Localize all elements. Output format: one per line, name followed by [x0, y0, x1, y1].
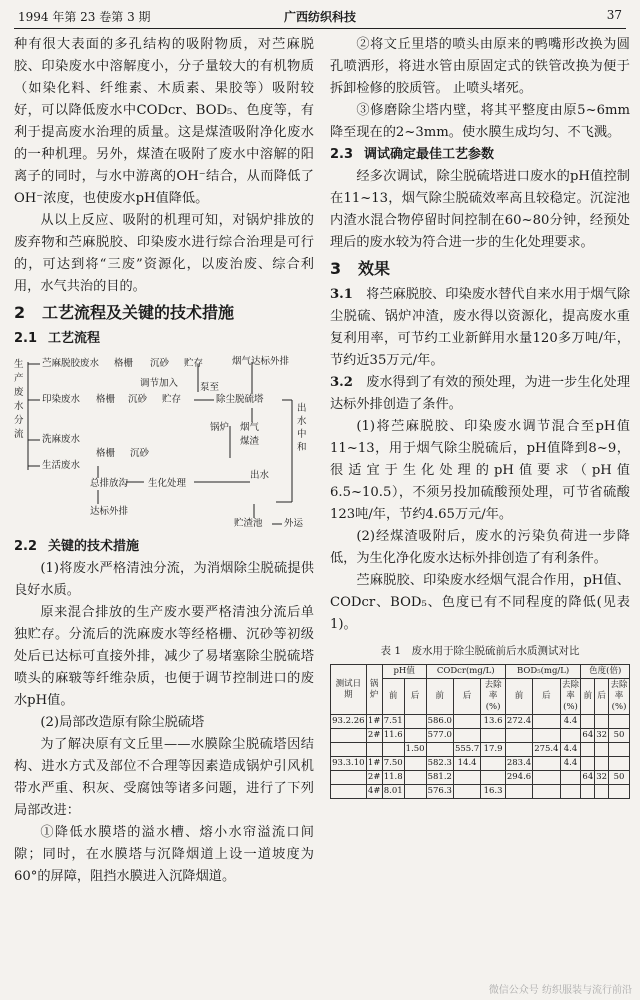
table-cell — [595, 785, 609, 799]
flow-node: 调节加入 — [140, 378, 179, 389]
flow-node-source: 生产废水分流 — [14, 359, 24, 440]
flow-node: 印染废水 — [42, 394, 81, 405]
subsection-heading: 2.3 调试确定最佳工艺参数 — [330, 147, 495, 162]
paragraph: ①降低水膜塔的溢水槽、熔小水帘溢流口间隙；同时，在水膜塔与沉降烟道上设一道坡度为60°的屏障，阻挡水膜进入沉降烟道。 — [14, 825, 314, 884]
table-cell — [581, 715, 595, 729]
table-cell — [453, 785, 480, 799]
paragraph: (2)经煤渣吸附后，废水的污染负荷进一步降低，为生化净化废水达标外排创造了有利条件。 — [330, 529, 630, 566]
table-cell — [581, 757, 595, 771]
table-cell — [609, 757, 630, 771]
table-cell: 4.4 — [560, 757, 581, 771]
table-cell — [331, 785, 367, 799]
paragraph: 3.1 将苎麻脱胶、印染废水替代自来水用于烟气除尘脱硫、锅炉冲渣，废水得以资源化，提高废水重复利用率，可节约工业新鲜用水量120多万吨/年，节约近35万元/年。 — [330, 287, 631, 368]
table-cell: 4# — [366, 785, 382, 799]
table-cell: 32 — [595, 771, 609, 785]
table-cell: 283.4 — [505, 757, 532, 771]
flow-node: 生活废水 — [42, 460, 81, 471]
table-cell — [404, 729, 426, 743]
table-cell — [366, 743, 382, 757]
table-cell: 64 — [581, 771, 595, 785]
table-cell — [481, 771, 506, 785]
sub-header: 后 — [533, 679, 560, 715]
table-row — [331, 757, 630, 771]
table-cell: 582.3 — [426, 757, 453, 771]
paragraph: 种有很大表面的多孔结构的吸附物质，对苎麻脱胶、印染废水中溶解度小，分子量较大的有机物质（如染化料、纤维素、木质素、果胶等）吸附较好，可以降低废水中CODcr、BOD₅、色度等，有利于提高废水治理的质量。这是煤渣吸附净化废水的一种机理。另外，煤渣在吸附了废水中溶解的阳离子的同时，与水中游离的OH⁻结合，从而降低了OH⁻浓度，也使废水pH值降低。 — [14, 37, 314, 206]
water-quality-table — [330, 664, 630, 799]
table-cell — [404, 785, 426, 799]
flow-node: 贮存 — [162, 394, 182, 405]
table-cell — [481, 729, 506, 743]
sub-header: 前 — [382, 679, 404, 715]
column-header: 测试日期 — [331, 665, 367, 715]
table-cell: 1.50 — [404, 743, 426, 757]
table-cell: 93.2.26 — [331, 715, 367, 729]
table-cell: 2# — [366, 729, 382, 743]
table-cell — [609, 715, 630, 729]
sub-header: 后 — [404, 679, 426, 715]
flow-node: 生化处理 — [148, 478, 187, 489]
sub-header: 前 — [505, 679, 532, 715]
flow-node: 外运 — [284, 518, 304, 529]
right-column — [330, 34, 630, 799]
flow-node: 沉砂 — [128, 394, 148, 405]
table-row — [331, 785, 630, 799]
left-column — [14, 34, 314, 888]
table-cell — [595, 743, 609, 757]
sub-header: 后 — [453, 679, 480, 715]
table-cell: 4.4 — [560, 743, 581, 757]
flow-node: 沉砂 — [130, 448, 150, 459]
flow-node: 贮存 — [184, 358, 204, 369]
table-cell — [453, 715, 480, 729]
table-cell — [581, 785, 595, 799]
table-cell — [560, 785, 581, 799]
table-cell — [533, 771, 560, 785]
table-cell: 576.3 — [426, 785, 453, 799]
flow-node: 格栅 — [114, 358, 134, 369]
paragraph: 经多次调试，除尘脱硫塔进口废水的pH值控制在11~13，烟气除尘脱硫效率高且较稳定。沉淀池内渣水混合物停留时间控制在60~80分钟，经预处理后的废水较为符合进一步的生化处理要求。 — [330, 169, 630, 250]
table-cell: 1# — [366, 757, 382, 771]
flow-node: 泵至 — [200, 382, 220, 393]
paragraph: 原来混合排放的生产废水要严格清浊分流后单独贮存。分流后的洗麻废水等经格栅、沉砂等初级处后已达标可直接外排，减少了易堵塞除尘脱硫塔喷头的麻皲等纤维杂质，也便于调节控制进口的废水pH值。 — [14, 605, 314, 708]
table-cell — [560, 771, 581, 785]
paragraph: 为了解决原有文丘里——水膜除尘脱硫塔因结构、进水方式及部位不合理等因素造成锅炉引风机带水严重、积灰、受腐蚀等诸多问题，进行了下列局部改进： — [14, 737, 314, 818]
table-row — [331, 715, 630, 729]
section-heading: 3 效果 — [330, 259, 391, 278]
table-cell: 275.4 — [533, 743, 560, 757]
flow-node: 苎麻脱胶废水 — [42, 358, 100, 369]
column-header: 锅炉 — [366, 665, 382, 715]
table-cell: 7.50 — [382, 757, 404, 771]
column-header: 色度(倍) — [581, 665, 630, 679]
table-cell — [331, 743, 367, 757]
table-cell: 4.4 — [560, 715, 581, 729]
table-cell — [404, 757, 426, 771]
table-cell: 50 — [609, 771, 630, 785]
table-cell — [533, 785, 560, 799]
table-cell — [382, 743, 404, 757]
table-cell — [505, 729, 532, 743]
paragraph: 3.2 废水得到了有效的预处理，为进一步生化处理达标外排创造了条件。 — [330, 375, 631, 412]
paragraph: (2)局部改造原有除尘脱硫塔 — [40, 715, 205, 730]
table-cell — [595, 715, 609, 729]
column-header: CODcr(mg/L) — [426, 665, 505, 679]
flow-node: 格栅 — [96, 448, 116, 459]
flow-node: 格栅 — [96, 394, 116, 405]
table-cell — [453, 771, 480, 785]
paragraph: 从以上反应、吸附的机理可知，对锅炉排放的废弃物和苎麻脱胶、印染废水进行综合治理是可行的，可达到将“三废”资源化，以废治废、综合利用，水气共治的目的。 — [14, 213, 314, 294]
column-header: pH值 — [382, 665, 426, 679]
table-cell — [560, 729, 581, 743]
paragraph: ③修磨除尘塔内壁，将其平整度由原5~6mm降至现在的2~3mm。使水膜生成均匀、不飞溅。 — [330, 103, 630, 140]
table-cell — [331, 771, 367, 785]
sub-header: 去除率(%) — [609, 679, 630, 715]
header-rule — [14, 28, 626, 29]
table-cell — [533, 729, 560, 743]
flow-node: 锅炉 — [210, 422, 230, 433]
paragraph: ②将文丘里塔的喷头由原来的鸭嘴形改换为圆孔喷洒形，将进水管由原固定式的铁管改换为便于拆卸检修的胶质管。 止喷头堵死。 — [330, 37, 630, 96]
flow-node: 烟气达标外排 — [232, 356, 290, 367]
table-row — [331, 743, 630, 757]
table-cell — [481, 757, 506, 771]
table-row — [331, 771, 630, 785]
table-cell: 8.01 — [382, 785, 404, 799]
table-caption: 表 1 废水用于除尘脱硫前后水质测试对比 — [380, 645, 580, 657]
table-cell: 294.6 — [505, 771, 532, 785]
flow-node: 烟气 — [240, 422, 260, 433]
table-cell: 581.2 — [426, 771, 453, 785]
table-row — [331, 729, 630, 743]
column-header: BOD₅(mg/L) — [505, 665, 581, 679]
table-cell: 14.4 — [453, 757, 480, 771]
watermark: 微信公众号 纺织服装与流行前沿 — [488, 985, 632, 996]
sub-header: 去除率(%) — [560, 679, 581, 715]
table-body — [331, 715, 630, 799]
sub-header: 前 — [581, 679, 595, 715]
process-flow-diagram — [14, 352, 314, 532]
paragraph: (1)将废水严格清浊分流，为消烟除尘脱硫提供良好水质。 — [14, 561, 314, 598]
flow-node: 出水中和 — [297, 403, 307, 453]
table-cell — [426, 743, 453, 757]
table-cell: 32 — [595, 729, 609, 743]
table-cell: 586.0 — [426, 715, 453, 729]
table-cell: 16.3 — [481, 785, 506, 799]
sub-header: 前 — [426, 679, 453, 715]
table-cell — [505, 785, 532, 799]
table-cell — [533, 757, 560, 771]
table-cell — [404, 715, 426, 729]
section-heading: 2 工艺流程及关键的技术措施 — [14, 303, 235, 322]
table-cell: 555.7 — [453, 743, 480, 757]
running-header — [18, 6, 622, 26]
sub-header: 后 — [595, 679, 609, 715]
table-cell: 577.0 — [426, 729, 453, 743]
subsection-heading: 2.1 工艺流程 — [14, 331, 101, 346]
table-cell — [581, 743, 595, 757]
subsection-heading: 2.2 关键的技术措施 — [14, 539, 140, 554]
table-cell: 17.9 — [481, 743, 506, 757]
page-number: 37 — [606, 8, 622, 22]
flow-node: 总排放沟 — [90, 478, 129, 489]
table-cell — [533, 715, 560, 729]
table-cell: 272.4 — [505, 715, 532, 729]
table-cell — [505, 743, 532, 757]
sub-header: 去除率(%) — [481, 679, 506, 715]
paragraph: 苎麻脱胶、印染废水经烟气混合作用，pH值、CODcr、BOD₅、色度已有不同程度的降低(见表1)。 — [330, 573, 630, 632]
table-cell — [404, 771, 426, 785]
flow-node: 出水 — [250, 470, 270, 481]
flow-node: 达标外排 — [90, 506, 129, 517]
table-cell — [453, 729, 480, 743]
flow-node: 沉砂 — [150, 358, 170, 369]
table-cell: 1# — [366, 715, 382, 729]
flow-node: 除尘脱硫塔 — [216, 394, 264, 405]
table-cell — [609, 785, 630, 799]
table-cell: 50 — [609, 729, 630, 743]
table-cell: 7.51 — [382, 715, 404, 729]
journal-name: 广西纺织科技 — [283, 10, 356, 24]
table-cell: 64 — [581, 729, 595, 743]
flow-node: 贮渣池 — [234, 518, 263, 529]
table-cell: 2# — [366, 771, 382, 785]
paragraph: (1)将苎麻脱胶、印染废水调节混合至pH值11~13，用于烟气除尘脱硫后，pH值降到8~9，很适宜于生化处理的pH值要求（pH值6.5~10.5），不须另投加硫酸预处理，可节省硫酸123吨/年，节约4.65万元/年。 — [330, 419, 630, 522]
table-cell: 13.6 — [481, 715, 506, 729]
table-cell: 11.6 — [382, 729, 404, 743]
table-cell — [331, 729, 367, 743]
journal-issue: 1994 年第 23 卷第 3 期 — [18, 10, 151, 24]
table-cell — [595, 757, 609, 771]
table-cell: 93.3.10 — [331, 757, 367, 771]
table-cell: 11.8 — [382, 771, 404, 785]
flow-node: 煤渣 — [240, 436, 260, 447]
table-cell — [609, 743, 630, 757]
flow-node: 洗麻废水 — [42, 434, 81, 445]
